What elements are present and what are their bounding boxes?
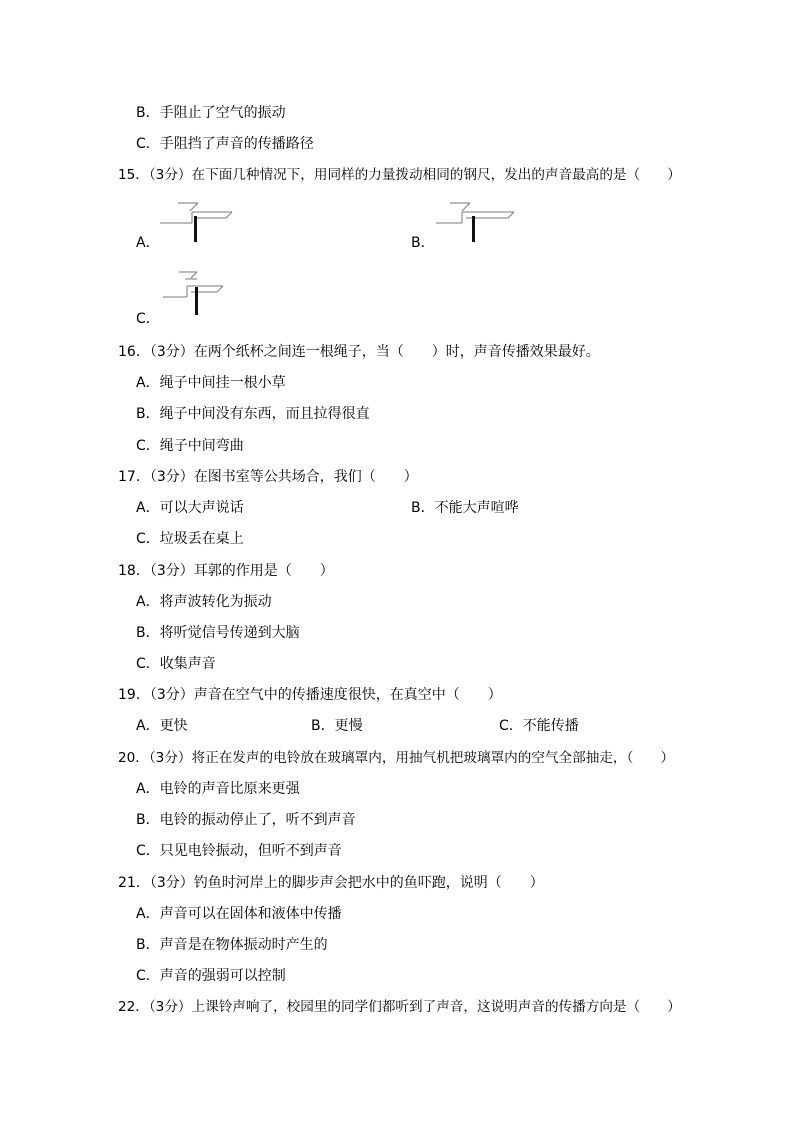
q17-option-b: B．不能大声喧哗 [411, 500, 519, 516]
q17-option-c: C．垃圾丢在桌上 [136, 531, 244, 547]
q21-option-a: A．声音可以在固体和液体中传播 [136, 906, 342, 922]
q18-option-c: C．收集声音 [136, 656, 216, 672]
q21-stem: 21．（3分）钓鱼时河岸上的脚步声会把水中的鱼吓跑，说明（ ） [118, 875, 544, 891]
q19-option-c: C．不能传播 [499, 718, 579, 734]
q19-stem: 19．（3分）声音在空气中的传播速度很快，在真空中（ ） [118, 687, 502, 703]
q16-option-c: C．绳子中间弯曲 [136, 438, 244, 454]
q20-option-c: C．只见电铃振动，但听不到声音 [136, 843, 342, 859]
ruler-on-table-figure-b [436, 194, 516, 244]
q21-option-c: C．声音的强弱可以控制 [136, 968, 286, 984]
q17-option-a: A．可以大声说话 [136, 500, 244, 516]
q18-option-b: B．将听觉信号传递到大脑 [136, 625, 300, 641]
q16-option-a: A．绳子中间挂一根小草 [136, 375, 286, 391]
ruler-on-table-figure-c [163, 265, 227, 317]
q14-option-c: C．手阻挡了声音的传播路径 [136, 136, 314, 152]
q16-option-b: B．绳子中间没有东西，而且拉得很直 [136, 406, 370, 422]
q18-option-a: A．将声波转化为振动 [136, 594, 272, 610]
q19-option-b: B．更慢 [311, 718, 363, 734]
q21-option-b: B．声音是在物体振动时产生的 [136, 937, 328, 953]
q19-option-a: A．更快 [136, 718, 188, 734]
q20-option-a: A．电铃的声音比原来更强 [136, 781, 300, 797]
q20-option-b: B．电铃的振动停止了，听不到声音 [136, 812, 356, 828]
q15-option-a: A． [136, 235, 160, 251]
q15-option-c: C． [136, 311, 160, 327]
q16-stem: 16．（3分）在两个纸杯之间连一根绳子，当（ ）时，声音传播效果最好。 [118, 344, 600, 360]
q18-stem: 18．（3分）耳郭的作用是（ ） [118, 563, 334, 579]
ruler-on-table-figure-a [160, 194, 236, 244]
q15-option-b: B． [411, 235, 435, 251]
q14-option-b: B．手阻止了空气的振动 [136, 105, 286, 121]
q17-stem: 17．（3分）在图书室等公共场合，我们（ ） [118, 469, 418, 485]
q20-stem: 20．（3分）将正在发声的电铃放在玻璃罩内，用抽气机把玻璃罩内的空气全部抽走，（ ） [118, 750, 675, 766]
q22-stem: 22．（3分）上课铃声响了，校园里的同学们都听到了声音，这说明声音的传播方向是（ ） [118, 999, 681, 1015]
q15-stem: 15．（3分）在下面几种情况下，用同样的力量拨动相同的钢尺，发出的声音最高的是（ ） [118, 167, 681, 183]
